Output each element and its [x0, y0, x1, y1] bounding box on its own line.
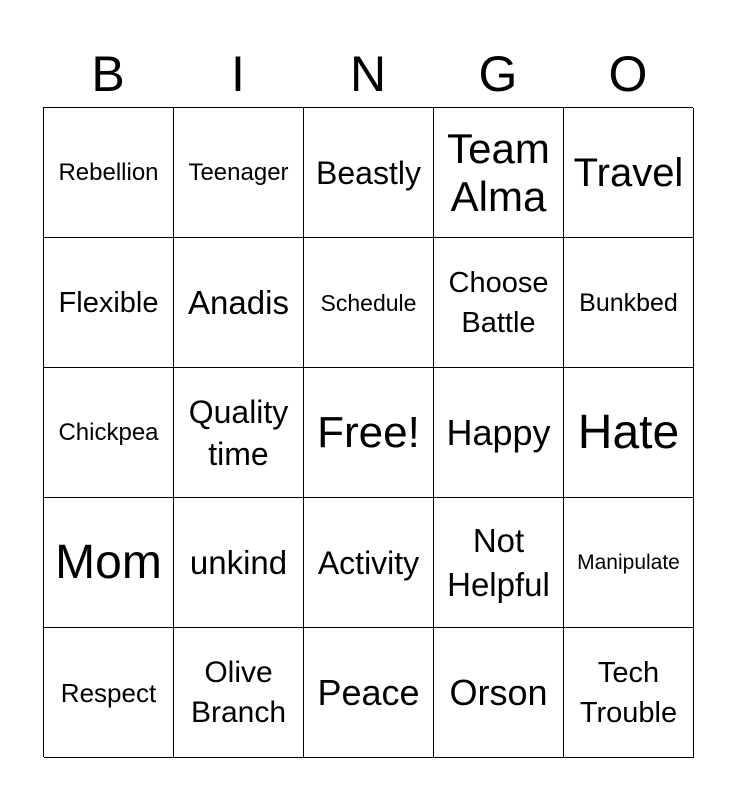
- header-letter-o: O: [608, 46, 648, 102]
- cell-label: Anadis: [188, 283, 289, 321]
- bingo-cell[interactable]: [304, 238, 434, 368]
- cell-label: Teenager: [188, 158, 289, 186]
- cell-label: unkind: [189, 543, 288, 581]
- bingo-header: [43, 40, 693, 108]
- cell-label: Happy: [446, 411, 551, 453]
- bingo-cell[interactable]: [174, 108, 304, 238]
- bingo-cell[interactable]: [434, 108, 564, 238]
- cell-label: Travel: [573, 150, 684, 195]
- cell-label: Schedule: [320, 289, 417, 316]
- cell-label: Chickpea: [58, 418, 159, 446]
- bingo-cell[interactable]: [564, 108, 694, 238]
- cell-label: Flexible: [58, 286, 159, 319]
- bingo-cell[interactable]: [174, 368, 304, 498]
- bingo-cell[interactable]: [434, 238, 564, 368]
- cell-label: Beastly: [316, 154, 421, 191]
- cell-label: Bunkbed: [579, 288, 678, 317]
- header-letter-i: I: [231, 46, 245, 102]
- bingo-cell[interactable]: [44, 108, 174, 238]
- bingo-cell free-space[interactable]: [304, 368, 434, 498]
- cell-label: Tech Trouble: [579, 656, 678, 729]
- cell-label: Orson: [449, 671, 548, 713]
- cell-label: Respect: [60, 677, 157, 708]
- bingo-cell[interactable]: [304, 498, 434, 628]
- cell-label: Manipulate: [577, 550, 680, 574]
- bingo-cell[interactable]: [434, 498, 564, 628]
- free-space-label: Free!: [317, 407, 420, 457]
- bingo-cell[interactable]: [434, 628, 564, 758]
- bingo-cell[interactable]: [434, 368, 564, 498]
- header-letter-g: G: [478, 46, 518, 102]
- cell-label: Quality time: [188, 393, 289, 472]
- bingo-cell[interactable]: [174, 238, 304, 368]
- header-letter-n: N: [349, 46, 387, 102]
- bingo-cell[interactable]: [564, 238, 694, 368]
- cell-label: Mom: [55, 535, 162, 589]
- cell-label: Choose Battle: [448, 266, 549, 339]
- bingo-cell[interactable]: [44, 628, 174, 758]
- bingo-cell[interactable]: [44, 368, 174, 498]
- bingo-cell[interactable]: [174, 628, 304, 758]
- bingo-cell[interactable]: [174, 498, 304, 628]
- bingo-grid: [43, 107, 693, 757]
- bingo-cell[interactable]: [564, 628, 694, 758]
- bingo-cell[interactable]: [564, 368, 694, 498]
- cell-label: Peace: [317, 671, 420, 713]
- bingo-cell[interactable]: [564, 498, 694, 628]
- header-letter-b: B: [91, 46, 125, 102]
- bingo-cell[interactable]: [304, 108, 434, 238]
- bingo-cell[interactable]: [304, 628, 434, 758]
- cell-label: Team Alma: [447, 124, 550, 220]
- cell-label: Not Helpful: [447, 521, 550, 603]
- cell-label: Rebellion: [58, 158, 159, 186]
- cell-label: Olive Branch: [190, 655, 287, 729]
- cell-label: Hate: [577, 405, 680, 459]
- bingo-cell[interactable]: [44, 498, 174, 628]
- cell-label: Activity: [317, 544, 420, 581]
- bingo-cell[interactable]: [44, 238, 174, 368]
